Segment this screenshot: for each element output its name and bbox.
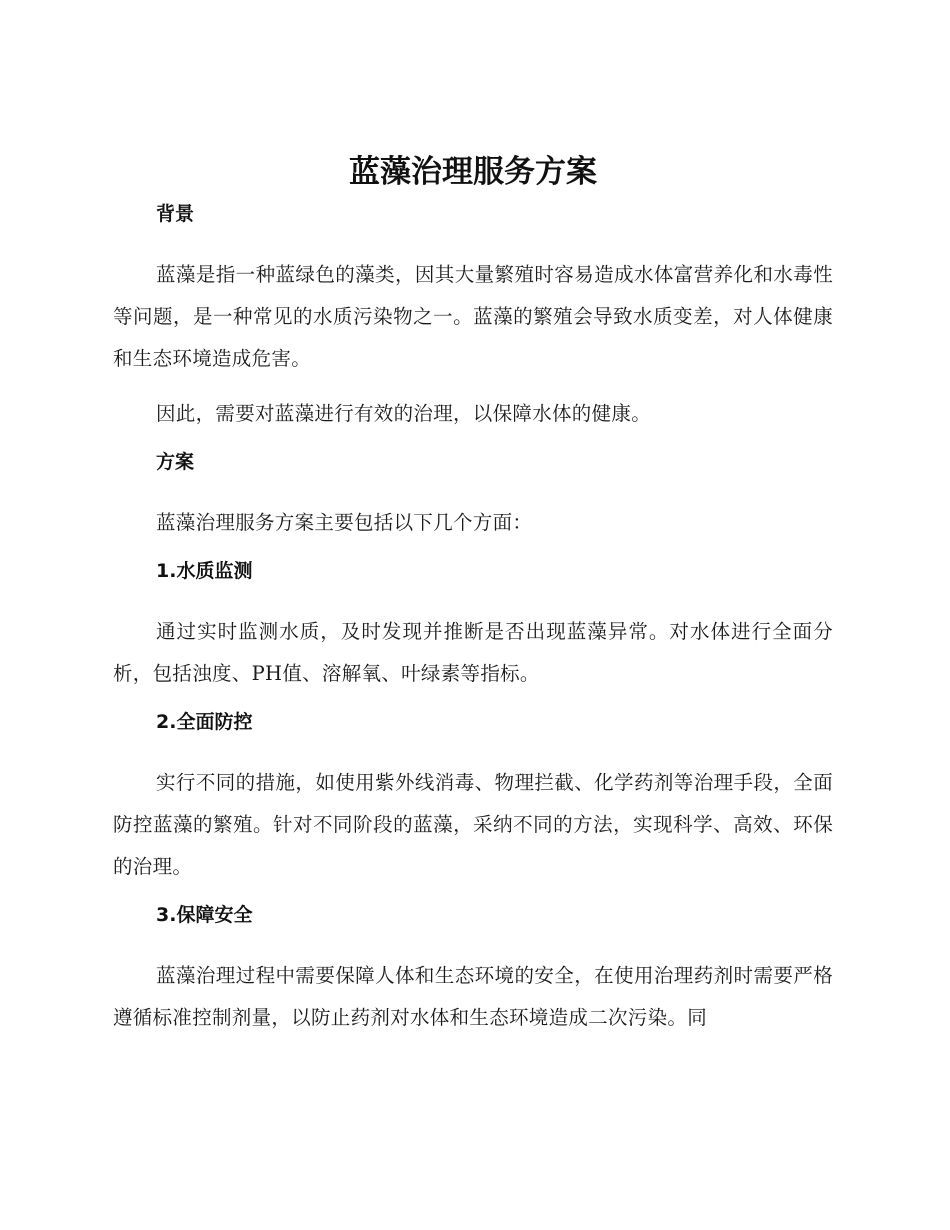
paragraph-water-monitoring: 通过实时监测水质，及时发现并推断是否出现蓝藻异常。对水体进行全面分析，包括浊度、PH值、溶解氧、叶绿素等指标。 <box>113 620 833 685</box>
paragraph-plan-intro: 蓝藻治理服务方案主要包括以下几个方面： <box>156 511 533 534</box>
section-heading-prevention: 2.全面防控 <box>156 711 253 733</box>
document-page <box>113 148 833 1052</box>
paragraph-prevention: 实行不同的措施，如使用紫外线消毒、物理拦截、化学药剂等治理手段，全面防控蓝藻的繁殖。针对不同阶段的蓝藻，采纳不同的方法，实现科学、高效、环保的治理。 <box>113 771 833 878</box>
section-heading-safety: 3.保障安全 <box>156 904 253 926</box>
section-heading-water-monitoring: 1.水质监测 <box>156 560 253 582</box>
section-heading-background: 背景 <box>156 203 195 225</box>
paragraph-safety: 蓝藻治理过程中需要保障人体和生态环境的安全，在使用治理药剂时需要严格遵循标准控制剂量，以防止药剂对水体和生态环境造成二次污染。同 <box>113 964 833 1029</box>
paragraph-background-2: 因此，需要对蓝藻进行有效的治理，以保障水体的健康。 <box>156 402 652 425</box>
section-heading-plan: 方案 <box>156 451 195 473</box>
paragraph-background-1: 蓝藻是指一种蓝绿色的藻类，因其大量繁殖时容易造成水体富营养化和水毒性等问题，是一种常见的水质污染物之一。蓝藻的繁殖会导致水质变差，对人体健康和生态环境造成危害。 <box>113 263 833 370</box>
document-title: 蓝藻治理服务方案 <box>349 154 597 190</box>
